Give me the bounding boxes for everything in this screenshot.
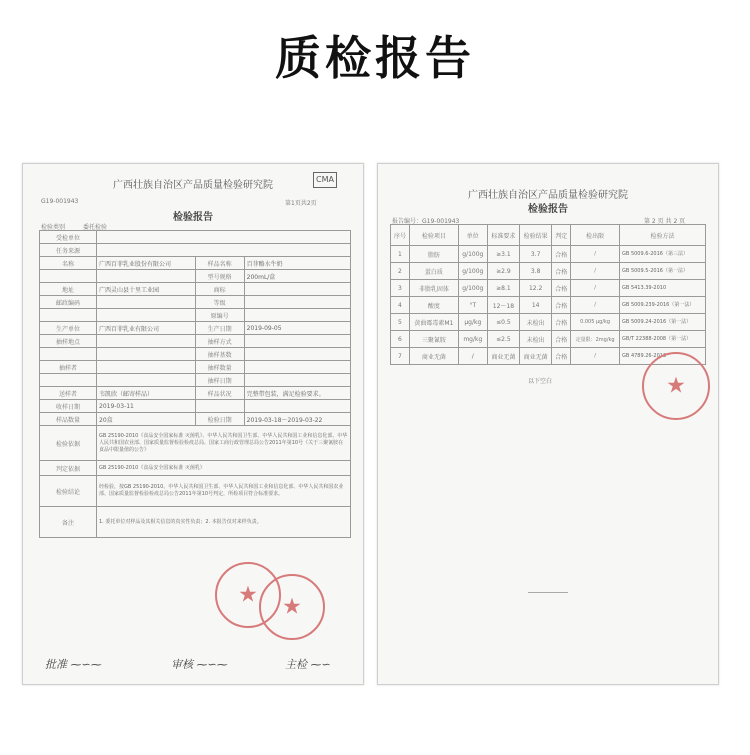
inspection-type-label: 检验类别 [41,224,66,231]
star-icon: ★ [238,582,258,608]
table-row [40,270,351,283]
table-cell: 合格 [552,297,571,314]
field-label: 备注 [40,507,97,538]
report-number: 报告编号：G19-001943 [392,218,460,225]
table-row [40,257,351,270]
table-row [40,476,351,507]
report-heading: 检验报告 [528,204,568,215]
star-icon: ★ [282,594,302,620]
field-label: 抽样者 [40,361,97,374]
field-value [97,270,196,283]
field-label [40,270,97,283]
table-cell: ≥2.9 [487,263,519,280]
table-row [40,361,351,374]
table-row [40,507,351,538]
table-cell: 3.8 [520,263,552,280]
field-value [244,361,350,374]
table-row [40,348,351,361]
org-name: 广西壮族自治区产品质量检验研究院 [113,180,273,191]
field-label: 样品名称 [195,257,244,270]
field-label: 送样者 [40,387,97,400]
table-cell: GB/T 22388-2008（第一法） [620,331,706,348]
table-cell: 2 [391,263,410,280]
field-label: 地址 [40,283,97,296]
table-cell: 合格 [552,331,571,348]
divider [528,592,568,593]
table-row [40,335,351,348]
page-number: 第1页共2页 [285,200,317,207]
table-row [40,426,351,461]
field-value: 经检验，按GB 25190-2010、中华人民共和国卫生部、中华人民共和国工业和信息化部、中华人民共和国农业部、国家质量监督检验检疫总局公告2011年第10号判定，所检项目符合标准要求。 [97,476,351,507]
field-label: 任务来源 [40,244,97,257]
table-row [391,263,706,280]
star-icon: ★ [666,373,686,399]
field-value [97,244,351,257]
table-cell: mg/kg [458,331,487,348]
page-number: 第 2 页 共 2 页 [644,218,686,225]
field-label: 生产日期 [195,322,244,335]
field-value: 2019-03-18～2019-03-22 [244,413,350,426]
field-label: 收样日期 [40,400,97,413]
report-heading: 检验报告 [173,212,213,223]
table-row [40,296,351,309]
field-value [97,361,196,374]
results-table [390,224,706,365]
table-cell: 脂肪 [409,246,458,263]
table-cell: ≥8.1 [487,280,519,297]
table-cell: 非脂乳固体 [409,280,458,297]
field-value: 200mL/盒 [244,270,350,283]
table-cell: 6 [391,331,410,348]
table-cell: 合格 [552,314,571,331]
table-cell: 14 [520,297,552,314]
field-value [97,335,196,348]
column-header: 检验方法 [620,225,706,246]
table-cell: GB 5009.6-2016（第三法） [620,246,706,263]
table-cell: 商业无菌 [487,348,519,365]
table-cell: 合格 [552,348,571,365]
signature-inspector: 主检 ⁓∽ [285,658,331,671]
field-label: 名称 [40,257,97,270]
table-cell: 0.005 μg/kg [571,314,620,331]
field-value: GB 25190-2010《食品安全国家标准 灭菌乳》、中华人民共和国卫生部、中华人民共和国工业和信息化部、中华人民共和国农业部、国家质量监督检验检疫总局、国家工商行政管理总局公告2011年第10号《关于三聚氰胺在食品中限量值的公告》 [97,426,351,461]
table-cell: 3 [391,280,410,297]
field-label: 抽样数量 [195,361,244,374]
table-cell: / [571,263,620,280]
signature-role: 主检 [285,658,307,671]
field-value: 韦凯欣（邮寄样品） [97,387,196,400]
field-value: 广西百菲乳业有限公司 [97,322,196,335]
table-cell: 4 [391,297,410,314]
signature-approver: 批准 ⁓∽⁓ [45,658,102,671]
table-cell: / [571,297,620,314]
table-cell: GB 4789.26-2013 [620,348,706,365]
field-value [97,296,196,309]
signature-role: 批准 [45,658,67,671]
table-cell: 12～18 [487,297,519,314]
table-cell: 未检出 [520,331,552,348]
table-row [40,322,351,335]
inspection-type-value: 委托检验 [83,224,108,231]
table-cell: 酸度 [409,297,458,314]
field-label: 等级 [195,296,244,309]
table-cell: °T [458,297,487,314]
field-value: 百菲酪水牛奶 [244,257,350,270]
report-page-1 [22,163,364,685]
table-cell: 商业无菌 [520,348,552,365]
column-header: 检验项目 [409,225,458,246]
table-cell: GB 5009.239-2016（第一法） [620,297,706,314]
table-cell: g/100g [458,263,487,280]
table-row [391,280,706,297]
field-label: 检验日期 [195,413,244,426]
column-header: 检验结果 [520,225,552,246]
table-row [40,461,351,476]
field-label [40,309,97,322]
field-value [97,309,196,322]
table-cell: 未检出 [520,314,552,331]
page-title: 质检报告 [275,31,475,85]
table-cell: 定量限：2mg/kg [571,331,620,348]
column-header: 标准要求 [487,225,519,246]
field-label: 型号规格 [195,270,244,283]
table-cell: g/100g [458,246,487,263]
table-cell: / [458,348,487,365]
field-value [97,348,196,361]
table-cell: 5 [391,314,410,331]
cma-mark: CMA [313,172,337,188]
field-label: 抽样日期 [195,374,244,387]
table-cell: 蛋白质 [409,263,458,280]
field-label: 商标 [195,283,244,296]
table-cell: GB 5009.24-2016（第一法） [620,314,706,331]
table-cell: 1 [391,246,410,263]
end-note: 以下空白 [528,378,553,385]
table-row [40,413,351,426]
table-row [391,246,706,263]
field-value: GB 25190-2010《食品安全国家标准 灭菌乳》 [97,461,351,476]
field-label: 样品数量 [40,413,97,426]
table-row [40,231,351,244]
field-label: 样品状况 [195,387,244,400]
field-value: 广西百菲乳业股份有限公司 [97,257,196,270]
table-row [40,387,351,400]
field-value [244,283,350,296]
field-label [40,348,97,361]
table-cell: ≤2.5 [487,331,519,348]
field-label: 检验依据 [40,426,97,461]
column-header: 单位 [458,225,487,246]
field-value: 完整带包装，满足检验要求。 [244,387,350,400]
table-cell: g/100g [458,280,487,297]
field-label: 检验结论 [40,476,97,507]
column-header: 序号 [391,225,410,246]
table-cell: 黄曲霉毒素M1 [409,314,458,331]
field-value: 1. 委托单位对样品及其相关信息的真实性负责；2. 本报告仅对来样负责。 [97,507,351,538]
field-value [97,231,351,244]
field-value: 20盒 [97,413,196,426]
field-value [97,374,196,387]
field-label: 邮政编码 [40,296,97,309]
table-row [40,309,351,322]
field-label: 生产单位 [40,322,97,335]
field-value [244,400,350,413]
table-row [40,244,351,257]
table-row [40,283,351,296]
field-value [244,348,350,361]
column-header: 检出限 [571,225,620,246]
table-cell: ≥3.1 [487,246,519,263]
field-label [195,400,244,413]
field-label: 抽样方式 [195,335,244,348]
report-form [39,230,351,538]
field-label [40,374,97,387]
table-cell: / [571,348,620,365]
table-row [40,374,351,387]
field-value: 2019-09-05 [244,322,350,335]
table-row [40,400,351,413]
field-value [244,335,350,348]
field-label: 受检单位 [40,231,97,244]
field-label: 抽样基数 [195,348,244,361]
report-page-2 [377,163,719,685]
field-value [244,309,350,322]
field-label: 原编号 [195,309,244,322]
table-cell: / [571,246,620,263]
table-cell: ≤0.5 [487,314,519,331]
signature-role: 审核 [171,658,193,671]
table-cell: 合格 [552,246,571,263]
table-row [391,331,706,348]
field-label: 抽样地点 [40,335,97,348]
table-cell: GB 5009.5-2016（第一法） [620,263,706,280]
report-number: G19-001943 [41,198,79,205]
table-cell: 3.7 [520,246,552,263]
official-seal [642,352,710,420]
table-cell: 合格 [552,280,571,297]
table-cell: GB 5413.39-2010 [620,280,706,297]
table-cell: / [571,280,620,297]
field-value: 广西灵山县十里工业园 [97,283,196,296]
official-seal-2 [259,574,325,640]
table-cell: μg/kg [458,314,487,331]
org-name: 广西壮族自治区产品质量检验研究院 [468,190,628,201]
column-header: 判定 [552,225,571,246]
table-row [391,314,706,331]
table-cell: 三聚氰胺 [409,331,458,348]
table-cell: 12.2 [520,280,552,297]
table-cell: 7 [391,348,410,365]
table-cell: 商业无菌 [409,348,458,365]
signature-reviewer: 审核 ⁓∽⁓ [171,658,228,671]
table-cell: 合格 [552,263,571,280]
field-value [244,296,350,309]
field-label: 判定依据 [40,461,97,476]
field-value [244,374,350,387]
field-value: 2019-03-11 [97,400,196,413]
table-row [391,297,706,314]
